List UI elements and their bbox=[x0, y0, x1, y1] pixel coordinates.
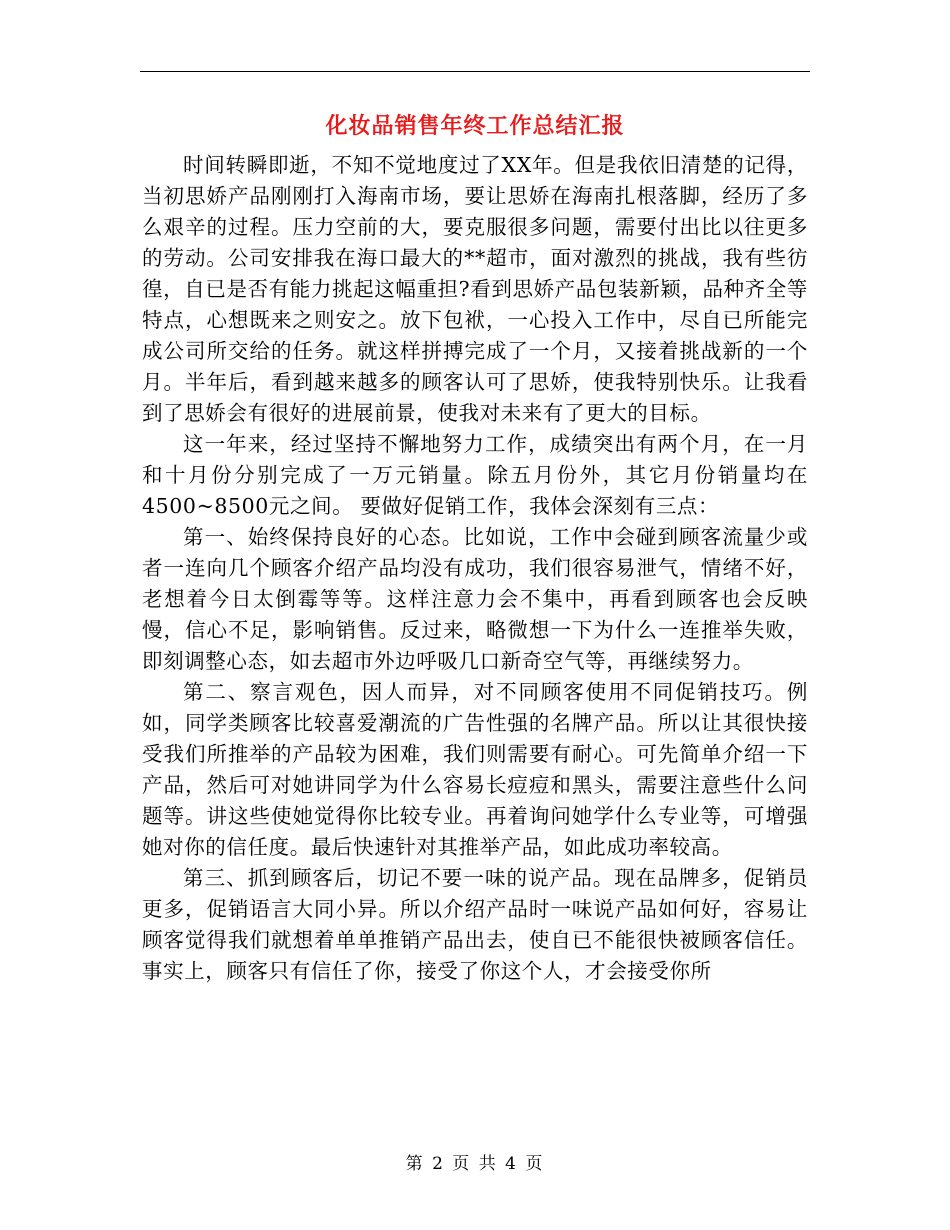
document-title: 化妆品销售年终工作总结汇报 bbox=[325, 113, 625, 139]
paragraph-point-two: 第二、察言观色，因人而异，对不同顾客使用不同促销技巧。例如，同学类顾客比较喜爱潮流的广告性强的名牌产品。所以让其很快接受我们所推举的产品较为困难，我们则需要有耐心。可先简单介绍一下产品，然后可对她讲同学为什么容易长痘痘和黑头，需要注意些什么问题等。讲这些使她觉得你比较专业。再着询问她学什么专业等，可增强她对你的信任度。最后快速针对其推举产品，如此成功率较高。 bbox=[142, 680, 808, 859]
document-body bbox=[142, 150, 808, 987]
page-footer: 第 2 页 共 4 页 bbox=[405, 1154, 545, 1174]
paragraph-point-one: 第一、始终保持良好的心态。比如说，工作中会碰到顾客流量少或者一连向几个顾客介绍产品均没有成功，我们很容易泄气，情绪不好，老想着今日太倒霉等等。这样注意力会不集中，再看到顾客也会反映慢，信心不足，影响销售。反过来，略微想一下为什么一连推举失败，即刻调整心态，如去超市外边呼吸几口新奇空气等，再继续努力。 bbox=[142, 525, 808, 673]
paragraph-point-three: 第三、抓到顾客后，切记不要一味的说产品。现在品牌多，促销员更多，促销语言大同小异。所以介绍产品时一味说产品如何好，容易让顾客觉得我们就想着单单推销产品出去，使自已不能很快被顾客信任。事实上，顾客只有信任了你，接受了你这个人，才会接受你所 bbox=[142, 866, 808, 983]
paragraph-intro: 时间转瞬即逝，不知不觉地度过了XX年。但是我依旧清楚的记得，当初思娇产品刚刚打入海南市场，要让思娇在海南扎根落脚，经历了多么艰辛的过程。压力空前的大，要克服很多问题，需要付出比以往更多的劳动。公司安排我在海口最大的**超市，面对激烈的挑战，我有些彷徨，自已是否有能力挑起这幅重担?看到思娇产品包装新颖，品种齐全等特点，心想既来之则安之。放下包袱，一心投入工作中，尽自已所能完成公司所交给的任务。就这样拼搏完成了一个月，又接着挑战新的一个月。半年后，看到越来越多的顾客认可了思娇，使我特别快乐。让我看到了思娇会有很好的进展前景，使我对未来有了更大的目标。 bbox=[142, 153, 808, 425]
header-rule bbox=[140, 71, 810, 72]
paragraph-results: 这一年来，经过坚持不懈地努力工作，成绩突出有两个月，在一月和十月份分别完成了一万元销量。除五月份外，其它月份销量均在4500~8500元之间。 要做好促销工作，我体会深刻有三点： bbox=[142, 432, 808, 518]
